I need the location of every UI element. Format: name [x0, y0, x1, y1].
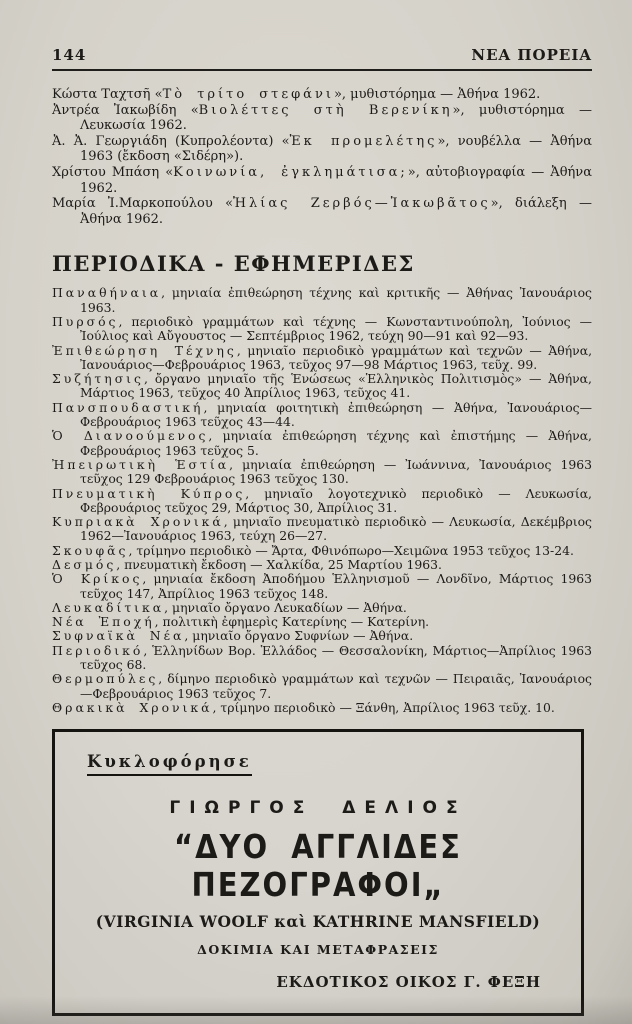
- list-item: [52, 515, 592, 544]
- list-item: [52, 601, 592, 615]
- page-number: 144: [52, 46, 87, 64]
- header-rule: [52, 69, 592, 71]
- list-item: [52, 558, 592, 572]
- entry-title-text: Πυρσός: [52, 313, 119, 329]
- entry-text: Χρίστου Μπάση «: [52, 164, 174, 180]
- entry-title-text: Ὁ Κρίκος: [52, 571, 143, 587]
- entry-title-text: Θερμοπύλες: [52, 671, 159, 687]
- advertisement-box: [52, 729, 584, 1016]
- entry-text: , τρίμηνο περιοδικὸ — Ξάνθη, Ἀπρίλιος 1963 τεῦχ. 10.: [212, 699, 555, 715]
- entry-title-text: Ἐπιθεώρηση Τέχνης: [52, 342, 237, 358]
- entry-text: , μηνιαῖο ὄργανο Λευκαδίων — Ἀθήνα.: [164, 599, 407, 615]
- entry-text: , τρίμηνο περιοδικὸ — Ἄρτα, Φθινόπωρο—Χειμῶνα 1953 τεῦχος 13-24.: [128, 542, 574, 558]
- ad-genre: ΔΟΚΙΜΙΑ ΚΑΙ ΜΕΤΑΦΡΑΣΕΙΣ: [197, 942, 439, 958]
- entry-text: , πολιτικὴ ἐφημερὶς Κατερίνης — Κατερίνη.: [154, 614, 430, 630]
- entry-text: », μυθιστόρημα — Λευκωσία 1962.: [80, 102, 592, 134]
- list-item: [52, 286, 592, 315]
- list-item: [52, 615, 592, 629]
- entry-text: Ἀντρέα Ἰακωβίδη «: [52, 102, 199, 118]
- entry-text: , πνευματικὴ ἔκδοση — Χαλκίδα, 25 Μαρτίου 1963.: [116, 556, 442, 572]
- ad-book-title: “ΔΥΟ ΑΓΓΛΙΔΕΣ ΠΕΖΟΓΡΑΦΟΙ„: [174, 828, 462, 905]
- list-item: [52, 429, 592, 458]
- entry-title-text: Θρακικὰ Χρονικά: [52, 699, 213, 715]
- entry-title-text: Ἐκ προμελέτης: [289, 133, 438, 149]
- entry-text: , Ἑλληνίδων Βορ. Ἑλλάδος — Θεσσαλονίκη, Μάρτιος—Ἀπρίλιος 1963 τεῦχος 68.: [80, 642, 592, 673]
- journal-title: ΝΕΑ ΠΟΡΕΙΑ: [471, 46, 592, 64]
- entry-title-text: Συφναϊκὰ Νέα: [52, 628, 185, 644]
- entry-text: , μηνιαία ἐπιθεώρηση — Ἰωάννινα, Ἰανουάριος 1963 τεῦχος 129 Φεβρουάριος 1963 τεῦχος 130.: [80, 456, 592, 487]
- entry-title-text: Σκουφᾶς: [52, 542, 129, 558]
- list-item: [52, 629, 592, 643]
- section-heading: ΠΕΡΙΟΔΙΚΑ - ΕΦΗΜΕΡΙΔΕΣ: [52, 251, 415, 277]
- list-item: [52, 196, 592, 227]
- entry-text: , μηνιαία φοιτητικὴ ἐπιθεώρηση — Ἀθήνα, Ἰανουάριος—Φεβρουάριος 1963 τεῦχος 43—44.: [80, 399, 592, 430]
- list-item: [52, 401, 592, 430]
- entry-text: , μηνιαία ἔκδοση Ἀποδήμου Ἑλληνισμοῦ — Λονδῖνο, Μάρτιος 1963 τεῦχος 147, Ἀπρίλιος 1963 τεῦχος 148.: [80, 571, 592, 601]
- list-item: [52, 344, 592, 373]
- entry-title-text: Κυπριακὰ Χρονικά: [52, 514, 224, 530]
- entry-text: , μηνιαῖο ὄργανο Συφνίων — Ἀθήνα.: [184, 628, 414, 644]
- entry-title-text: Λευκαδίτικα: [52, 599, 165, 615]
- ad-subtitle: (VIRGINIA WOOLF καὶ KATHRINE MANSFIELD): [95, 912, 541, 932]
- entry-text: , μηνιαία ἐπιθεώρηση τέχνης καὶ ἐπιστήμης — Ἀθήνα, Φεβρουάριος 1963 τεῦχος 5.: [80, 428, 592, 458]
- list-item: [52, 372, 592, 401]
- list-item: [52, 672, 592, 701]
- entry-text: , μηνιαῖο λογοτεχνικὸ περιοδικὸ — Λευκωσία, Φεβρουάριος τεῦχος 29, Μάρτιος 30, Ἀπρίλιος 31.: [80, 485, 592, 515]
- entry-title-text: Ὁ Διανοούμενος: [52, 428, 209, 444]
- entry-title-text: Ἠλίας Ζερβός—Ἰακωβᾶτος: [233, 196, 491, 212]
- entry-title-text: Συζήτησις: [52, 371, 144, 387]
- periodicals-list: [52, 286, 592, 715]
- entry-title-text: Τὸ τρίτο στεφάνι: [162, 87, 334, 102]
- book-list: [52, 87, 592, 227]
- list-item: [52, 644, 592, 673]
- list-item: [52, 87, 592, 103]
- entry-text: », νουβέλλα — Ἀθήνα 1963 (ἔκδοση «Σιδέρη»).: [80, 133, 593, 165]
- entry-text: », αὐτοβιογραφία — Ἀθήνα 1962.: [80, 164, 592, 196]
- list-item: [52, 165, 592, 196]
- list-item: [52, 544, 592, 558]
- entry-text: , ὄργανο μηνιαῖο τῆς Ἑνώσεως «Ἑλληνικὸς Πολιτισμὸς» — Ἀθήνα, Μάρτιος 1963, τεῦχος 40 Ἀπρίλιος 1963, τεῦχος 41.: [80, 371, 592, 401]
- entry-text: », μυθιστόρημα — Ἀθήνα 1962.: [333, 87, 541, 102]
- list-item: [52, 134, 592, 165]
- list-item: [52, 458, 592, 487]
- entry-text: , περιοδικὸ γραμμάτων καὶ τέχνης — Κωνσταντινούπολη, Ἰούνιος — Ἰούλιος καὶ Αὔγουστος — Σεπτέμβριος 1962, τεύχη 90—91 καὶ 92—93.: [80, 313, 592, 344]
- entry-title-text: Πανσπουδαστική: [52, 399, 204, 415]
- ad-announcement: Κυκλοφόρησε: [87, 752, 252, 776]
- list-item: [52, 315, 592, 344]
- ad-publisher: ΕΚΔΟΤΙΚΟΣ ΟΙΚΟΣ Γ. ΦΕΞΗ: [276, 973, 541, 992]
- entry-title-text: Περιοδικό: [52, 642, 144, 658]
- list-item: [52, 103, 592, 134]
- entry-title-text: Βιολέττες στὴ Βερενίκη: [198, 102, 453, 118]
- running-head: [52, 46, 592, 64]
- entry-title-text: Πνευματικὴ Κύπρος: [52, 485, 246, 501]
- entry-text: , μηνιαῖο περιοδικὸ γραμμάτων καὶ τεχνῶν — Ἀθήνα, Ἰανουάριος—Φεβρουάριος 1963, τεῦχος 97—98 Μάρτιος 1963, τεῦχ. 99.: [80, 342, 593, 372]
- entry-text: Μαρία Ἰ.Μαρκοπούλου «: [52, 196, 234, 212]
- ad-author-name: ΓΙΩΡΓΟΣ ΔΕΛΙΟΣ: [169, 798, 467, 819]
- entry-title-text: Κοινωνία, ἐγκλημάτισα;: [173, 164, 408, 180]
- entry-text: , μηνιαῖο πνευματικὸ περιοδικὸ — Λευκωσία, Δεκέμβριος 1962—Ἰανουάριος 1963, τεύχη 26—27.: [80, 514, 592, 544]
- list-item: [52, 572, 592, 601]
- list-item: [52, 701, 592, 715]
- entry-text: , μηνιαία ἐπιθεώρηση τέχνης καὶ κριτικῆς — Ἀθήνας Ἰανουάριος 1963.: [80, 285, 592, 315]
- entry-title-text: Ἠπειρωτικὴ Ἑστία: [52, 456, 230, 472]
- list-item: [52, 487, 592, 516]
- entry-text: Κώστα Ταχτσῆ «: [52, 87, 163, 102]
- entry-title-text: Δεσμός: [52, 556, 117, 572]
- entry-title-text: Νέα Ἐποχή: [52, 614, 155, 630]
- entry-text: Ἀ. Ἀ. Γεωργιάδη (Κυπρολέοντα) «: [52, 133, 290, 149]
- entry-title-text: Παναθήναια: [52, 285, 162, 301]
- entry-text: , δίμηνο περιοδικὸ γραμμάτων καὶ τεχνῶν — Πειραιᾶς, Ἰανουάριος—Φεβρουάριος 1963 τεῦχος 7.: [80, 671, 592, 701]
- entry-text: », διάλεξη — Ἀθήνα 1962.: [80, 196, 592, 227]
